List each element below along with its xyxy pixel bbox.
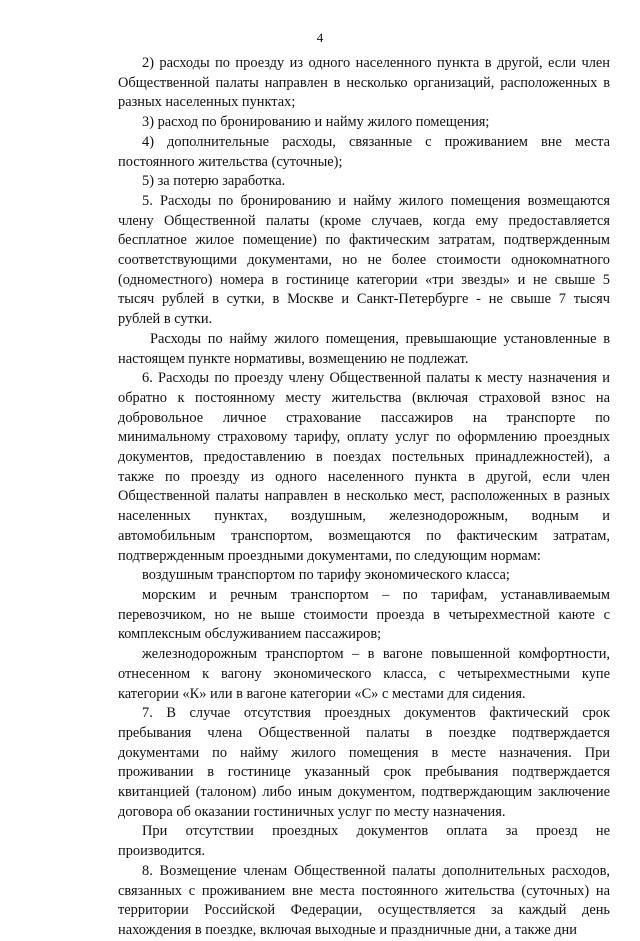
text-line: территории Российской Федерации, осуществляется за каждый день <box>118 902 610 919</box>
text-line: отнесенном к вагону экономического класса, с четырехместными купе <box>118 665 610 682</box>
text-line: автомобильным транспортом, возмещаются по фактическим затратам, <box>118 527 610 544</box>
paragraph <box>118 586 610 645</box>
paragraph <box>118 822 610 861</box>
paragraph <box>118 704 610 822</box>
text-line: Общественной палаты направлен в несколько организаций, расположенных в <box>118 74 610 91</box>
text-line: квитанцией (талоном) либо иным документом, подтверждающим заключение <box>118 784 610 801</box>
page-number: 4 <box>316 30 324 45</box>
text-line: нахождения в поездке, включая выходные и праздничные дни, а также дни <box>118 921 577 938</box>
text-line: железнодорожным транспортом – в вагоне повышенной комфортности, <box>142 646 610 663</box>
text-line: документами по найму жилого помещения в месте назначения. При <box>118 744 610 761</box>
paragraph <box>118 54 610 113</box>
text-line: подтвержденным проездными документами, по следующим нормам: <box>118 547 541 564</box>
text-line: договора об оказании гостиничных услуг по месту назначения. <box>118 803 506 820</box>
paragraph <box>118 645 610 704</box>
text-line: 5. Расходы по бронированию и найму жилого помещения возмещаются <box>142 192 610 209</box>
text-line: тысяч рублей в сутки, в Москве и Санкт-Петербурге - не свыше 7 тысяч <box>118 291 610 308</box>
text-line: разных населенных пунктах; <box>118 94 296 111</box>
text-line: населенных пунктах, воздушным, железнодорожным, водным и <box>118 508 610 525</box>
paragraph <box>118 133 610 172</box>
text-line: 4) дополнительные расходы, связанные с проживанием вне места <box>142 133 610 150</box>
text-line: члену Общественной палаты (кроме случаев, когда ему предоставляется <box>118 212 610 229</box>
text-line: Общественной палаты направлен в несколько мест, расположенных в разных <box>118 488 610 505</box>
text-line: производится. <box>118 843 206 860</box>
text-line: При отсутствии проездных документов оплата за проезд не <box>142 823 610 840</box>
text-line: 7. В случае отсутствия проездных документов фактический срок <box>142 705 610 722</box>
text-line: перевозчиком, но не выше стоимости проезда в четырехместной каюте с <box>118 606 610 623</box>
paragraph <box>118 172 610 192</box>
text-line: соответствующими документами, но не более стоимости однокомнатного <box>118 252 610 269</box>
text-line: связанных с проживанием вне места постоянного жительства (суточных) на <box>118 882 610 899</box>
paragraph <box>118 862 610 941</box>
text-line: комплексным обслуживанием пассажиров; <box>118 626 382 643</box>
text-line: 2) расходы по проезду из одного населенного пункта в другой, если член <box>142 55 610 71</box>
paragraph <box>118 192 610 330</box>
document-body <box>118 54 610 941</box>
text-line: обратно к постоянному месту жительства (включая страховой взнос на <box>118 389 610 406</box>
text-line: минимальному страховому тарифу, оплату услуг по оформлению проездных <box>118 429 610 446</box>
text-line: бесплатное жилое помещение) по фактическим затратам, подтвержденным <box>118 232 610 249</box>
text-line: пребывания члена Общественной палаты в поездке подтверждается <box>118 724 610 741</box>
text-line: проживании в гостинице указанный срок пребывания подтверждается <box>118 764 610 781</box>
text-line: Расходы по найму жилого помещения, превышающие установленные в <box>150 330 610 347</box>
text-line: 8. Возмещение членам Общественной палаты дополнительных расходов, <box>142 862 610 879</box>
text-line: 5) за потерю заработка. <box>142 173 286 190</box>
text-line: рублей в сутки. <box>118 311 213 328</box>
paragraph <box>118 369 610 566</box>
paragraph <box>118 330 610 369</box>
text-line: также по проезду из одного населенного пункта в другой, если член <box>118 468 610 485</box>
paragraph <box>118 113 610 133</box>
text-line: морским и речным транспортом – по тарифам, устанавливаемым <box>142 586 610 603</box>
text-line: добровольное личное страхование пассажиров на транспорте по <box>118 409 610 426</box>
text-line: постоянного жительства (суточные); <box>118 153 343 170</box>
text-line: 3) расход по бронированию и найму жилого помещения; <box>142 114 490 131</box>
text-line: 6. Расходы по проезду члену Общественной палаты к месту назначения и <box>142 370 610 387</box>
text-line: (одноместного) номера в гостинице категории «три звезды» и не свыше 5 <box>118 271 610 288</box>
text-line: документов, предоставлению в поездах постельных принадлежностей), а <box>118 449 610 466</box>
paragraph <box>118 566 610 586</box>
text-line: категории «К» или в вагоне категории «С» с местами для сидения. <box>118 685 526 702</box>
text-line: воздушным транспортом по тарифу экономического класса; <box>142 567 510 584</box>
text-line: настоящем пункте нормативы, возмещению не подлежат. <box>118 350 469 367</box>
